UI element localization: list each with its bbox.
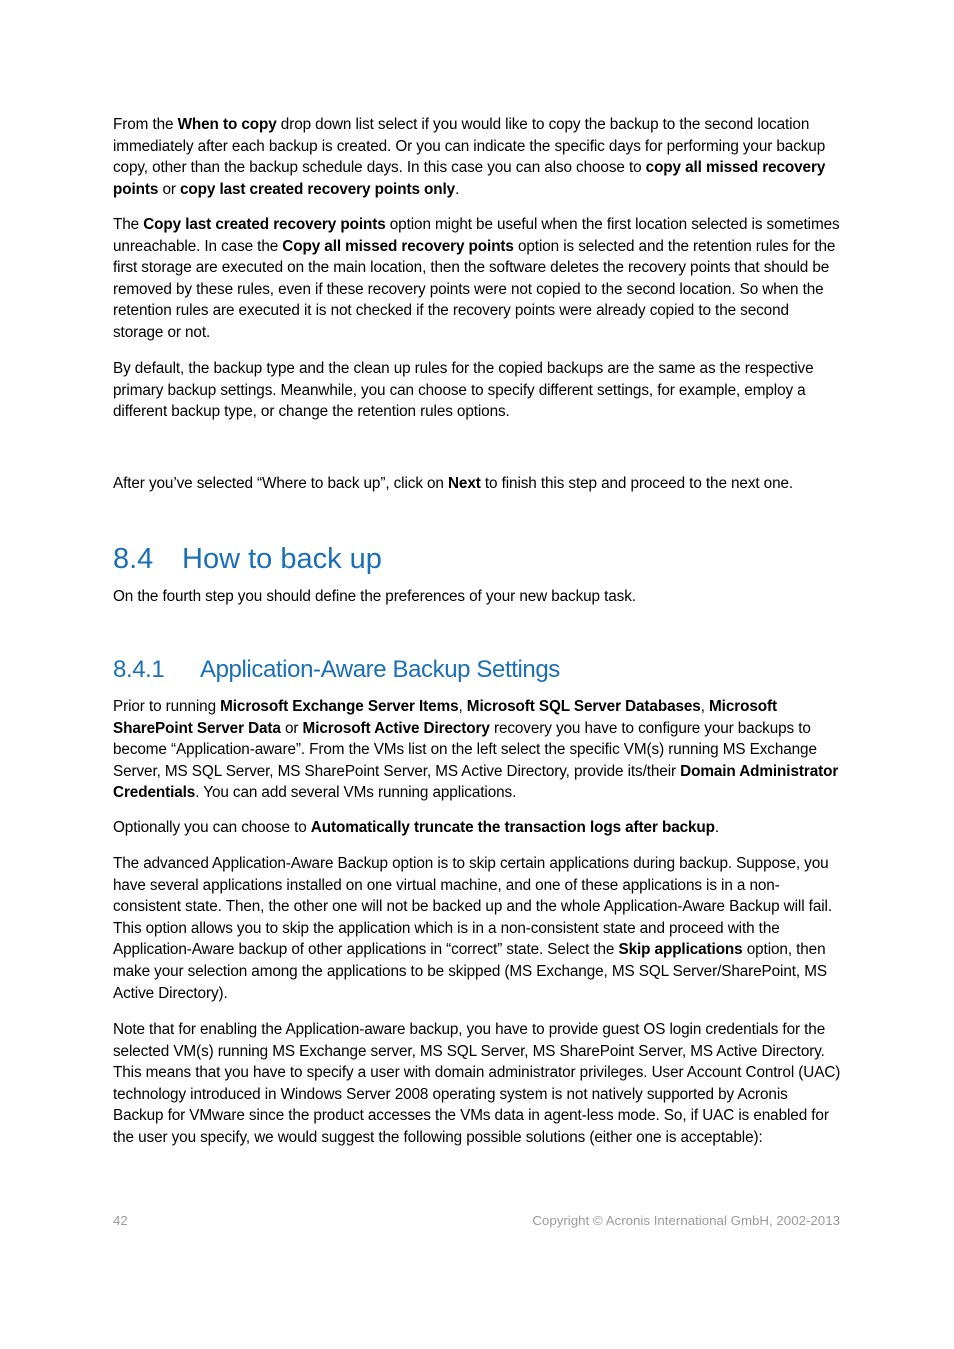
text-run: The [113,216,144,233]
text-run: The advanced Application-Aware Backup option is to skip certain applications during backup. Suppose, you have several applications installed on one virtual machine, and one of these applications is in a non-consistent state. Then, the other one will not be backed up and the whole Application-Aware Backup will fail. This option allows you to skip the application which is in a non-consistent state and proceed with the Application-Aware backup of other applications in “correct” state. Select the [113,855,832,959]
paragraph-default-backup-type [113,358,841,423]
text-run: or [158,180,180,198]
text-run: recovery you have to configure your backups to become “Application-aware”. From the VMs list on the left select the specific VM(s) running MS Exchange Server, MS SQL Server, MS SharePoint Server, MS Active Directory, provide its/their [113,719,817,780]
text-run: Note that for enabling the Application-aware backup, you have to provide guest OS login credentials for the selected VM(s) running MS Exchange server, MS SQL Server, MS SharePoint Server, MS Active Directory. This means that you have to specify a user with domain administrator privileges. User Account Control (UAC) technology introduced in Windows Server 2008 operating system is not natively supported by Acronis Backup for VMware since the product accesses the VMs data in agent-less mode. So, if UAC is enabled for the user you specify, we would suggest the following possible solutions (either one is acceptable): [113,1021,841,1146]
text-run: option might be useful when the first location selected is sometimes unreachable. In case the [113,216,840,255]
text-run: , [458,698,467,715]
copyright-notice: Copyright © Acronis International GmbH, 2002-2013 [532,1213,840,1228]
text-run: option is selected and the retention rules for the first storage are executed on the main location, then the software deletes the recovery points that should be removed by these rules, even if these recovery points were not copied to the second location. So when the retention rules are executed it is not checked if the recovery points were already copied to the second storage or not. [113,237,836,341]
text-run: After you’ve selected “Where to back up”, click on [113,475,448,492]
bold-term: Copy all missed recovery points [282,237,514,255]
paragraph-note-credentials [113,1019,841,1149]
bold-term: copy all missed recovery points [113,159,826,198]
paragraph-when-to-copy [113,114,841,200]
page-number: 42 [113,1213,128,1228]
paragraph-copy-last-created [113,214,841,344]
subsection-heading [113,655,560,685]
subsection-number: 8.4.1 [113,656,165,683]
text-run: option, then make your selection among the applications to be skipped (MS Exchange, MS SQL Server/SharePoint, MS Active Directory). [113,941,827,1002]
text-run: By default, the backup type and the clean up rules for the copied backups are the same as the respective primary backup settings. Meanwhile, you can choose to specify different settings, for example, employ a different backup type, or change the retention rules options. [113,360,814,421]
text-run: On the fourth step you should define the preferences of your new backup task. [113,588,636,605]
bold-term: Domain Administrator Credentials [113,762,839,802]
bold-term: Skip applications [618,941,743,959]
bold-term: copy last created recovery points only [180,180,456,198]
text-run: drop down list select if you would like to copy the backup to the second location immediately after each backup is created. Or you can indicate the specific days for performing your backup copy, other than the backup schedule days. In this case you can also choose to [113,116,826,177]
bold-term: Microsoft SharePoint Server Data [113,698,777,737]
text-run: or [280,719,303,737]
text-run: Optionally you can choose to [113,819,311,836]
paragraph-after-selected [113,473,841,495]
text-run: , [700,698,710,715]
text-run: . You can add several VMs running applications. [195,784,517,802]
paragraph-advanced-option [113,853,841,1004]
paragraph-prior-to-running [113,696,841,804]
bold-term: Microsoft Active Directory [302,719,490,737]
subsection-title: Application-Aware Backup Settings [200,656,560,683]
text-run: Prior to running [113,698,221,715]
text-run: From the [113,116,178,133]
paragraph-optionally [113,817,841,839]
bold-term: When to copy [177,116,277,133]
section-title: How to back up [182,543,382,575]
section-number: 8.4 [113,543,154,575]
paragraph-fourth-step [113,586,841,608]
bold-term: Microsoft SQL Server Databases [466,698,701,715]
bold-term: Copy last created recovery points [143,216,386,233]
bold-term: Microsoft Exchange Server Items [220,698,459,715]
bold-term: Automatically truncate the transaction logs after backup [310,819,715,836]
text-run: to finish this step and proceed to the next one. [480,475,794,492]
text-run: . [714,819,720,836]
section-heading [113,541,382,577]
bold-term: Next [447,475,481,492]
text-run: . [455,180,460,198]
